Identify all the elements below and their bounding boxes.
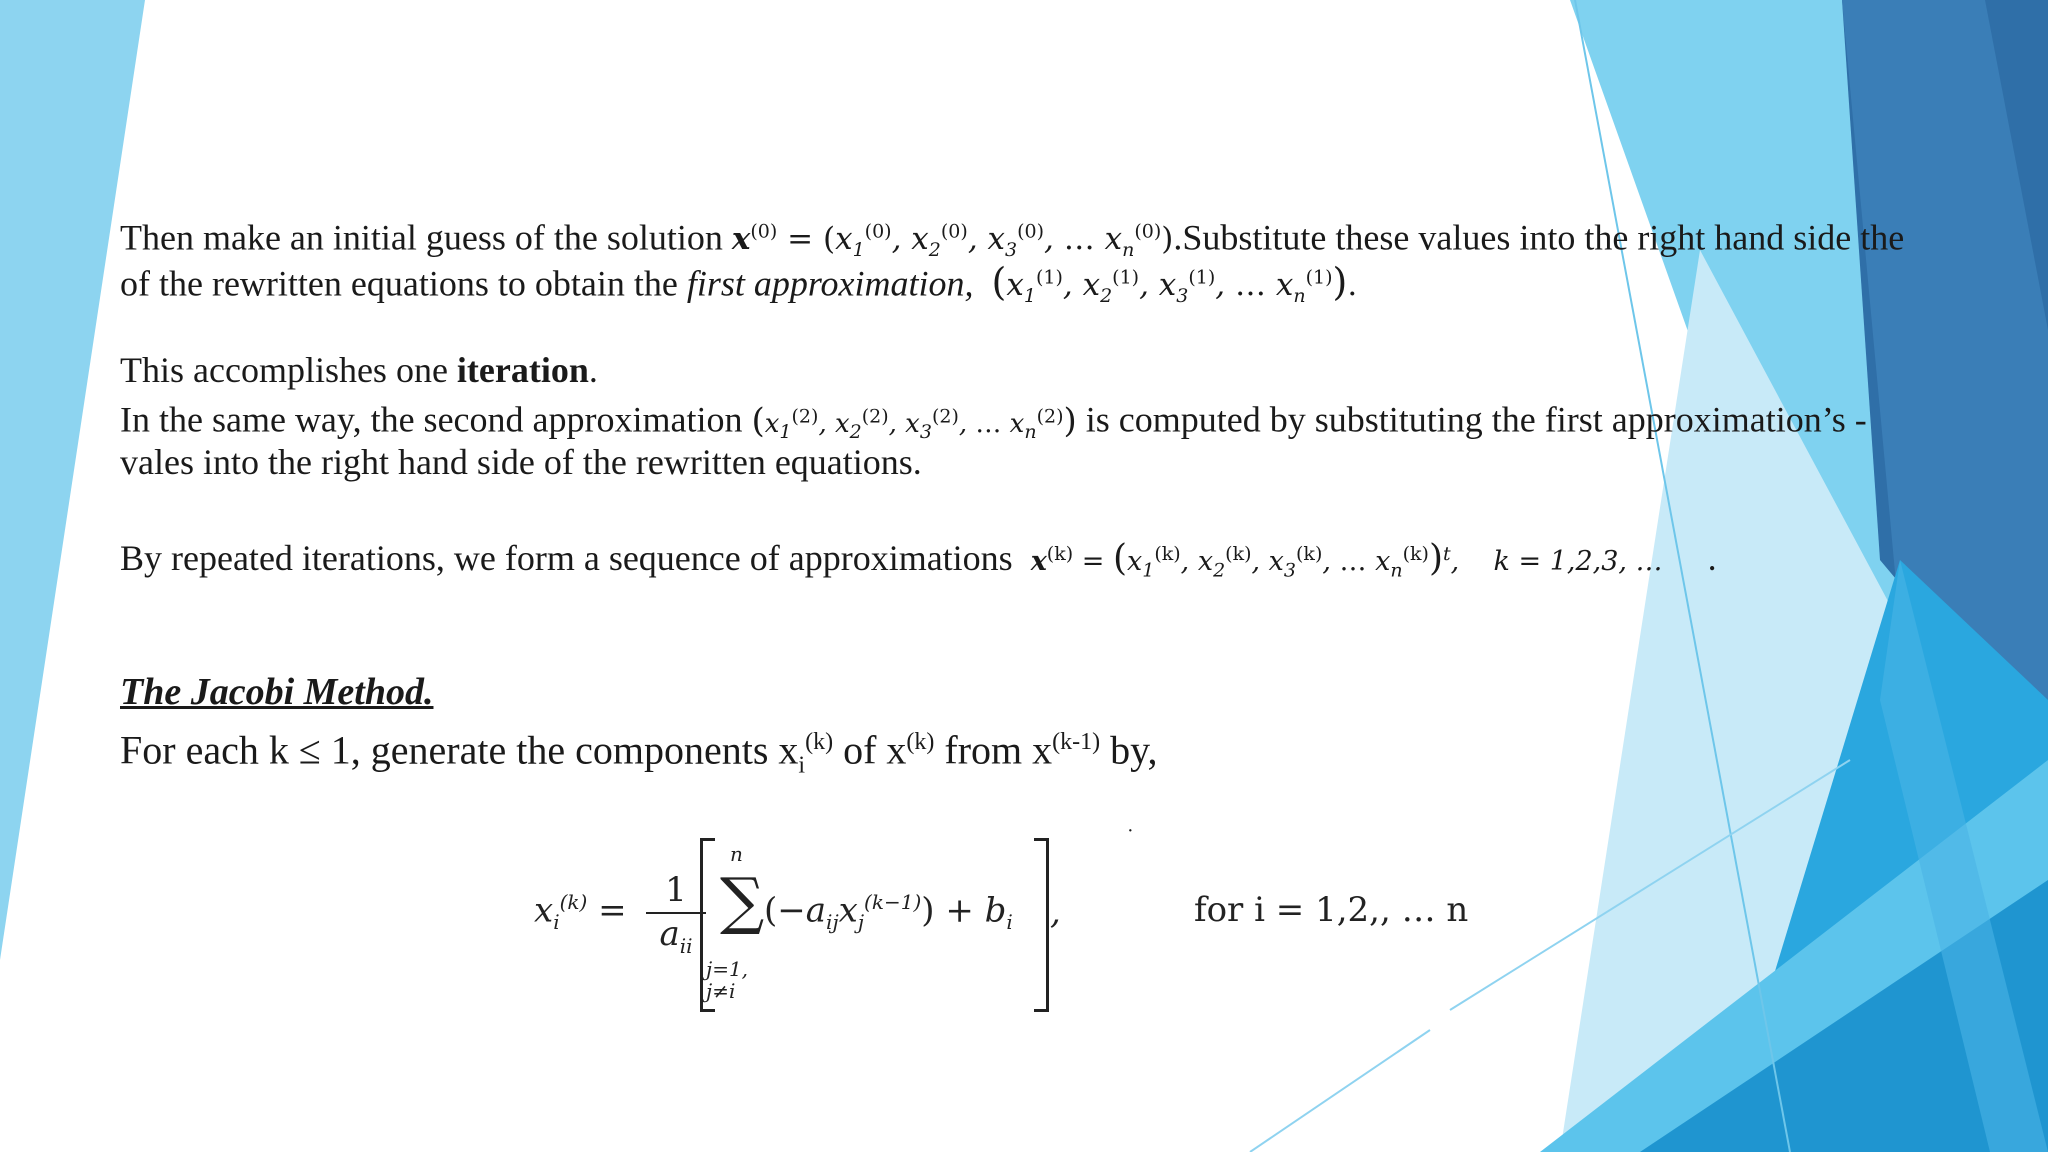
equation-fraction: 1 $a_{ii}$ [646,870,706,958]
equation-condition: for i = 1,2,, … n [1194,890,1469,930]
sequence-formula: $x^{(k)} = (x_1^{(k)}$, $x_2^{(k)}$, $x_3^{(k)}$, … $x_n^{(k)})^t$, k = 1,2,3, … [1030,538,1663,582]
jacobi-equation [534,838,1469,1018]
equation-lhs: $x_i^{(k)}$ = [534,890,627,935]
first-approximation-formula: ($x_1^{(1)}$, $x_2^{(1)}$, $x_3^{(1)}$, … $x_n^{(1)}$). [991,260,1358,308]
paragraph-initial-guess-line2: of the rewritten equations to obtain the first approximation, ($x_1^{(1)}$, $x_2^{(1)}$, $x_3^{(1)}$, … $x_n^{(1)}$). [120,260,1358,308]
paragraph-second-approx-line2: vales into the right hand side of the rewritten equations. [120,442,922,482]
equation-body: $(-a_{ij}x_j^{(k-1)}) + b_i$ [764,890,1013,935]
sum-upper-limit: n [730,842,743,866]
paragraph-repeated-iterations: By repeated iterations, we form a sequence of approximations $x^{(k)} = (x_1^{(k)}$, $x_2^{(k)}$, $x_3^{(k)}$, … $x_n^{(k)})^t$, k = 1,2,3, … . [120,538,1717,582]
paragraph-initial-guess-line1: Then make an initial guess of the solution $x^{(0)} = (x_1^{(0)}$, $x_2^{(0)}$, $x_3^{(0)}$, … $x_n^{(0)}).Substitute$ these values into the right hand side the [120,217,1905,262]
sum-lower-limit: j=1, j≠i [706,957,749,1003]
paragraph-iteration: This accomplishes one iteration. [120,350,598,390]
right-bracket [1034,838,1049,1012]
equation-comma: , [1050,892,1061,932]
stray-dot: · [1127,820,1134,842]
jacobi-method-title: The Jacobi Method. [120,671,434,713]
jacobi-description: For each k ≤ 1, generate the components $x_i^{(k)}$ of $x^{(k)}$ from $x^{(k-1)}$ by, [120,727,1158,779]
summation-symbol: ∑ [720,864,765,937]
paragraph-second-approx-line1: In the same way, the second approximation ($x_1^{(2)}$, $x_2^{(2)}$, $x_3^{(2)}$, … $x_n^{(2)}$) is computed by substituting the first approximation’s - [120,399,1867,443]
second-approximation-formula: ($x_1^{(2)}$, $x_2^{(2)}$, $x_3^{(2)}$, … $x_n^{(2)}$) [751,400,1077,443]
initial-guess-formula: $x^{(0)} = (x_1^{(0)}$, $x_2^{(0)}$, $x_3^{(0)}$, … $x_n^{(0)}$) [731,221,1174,262]
